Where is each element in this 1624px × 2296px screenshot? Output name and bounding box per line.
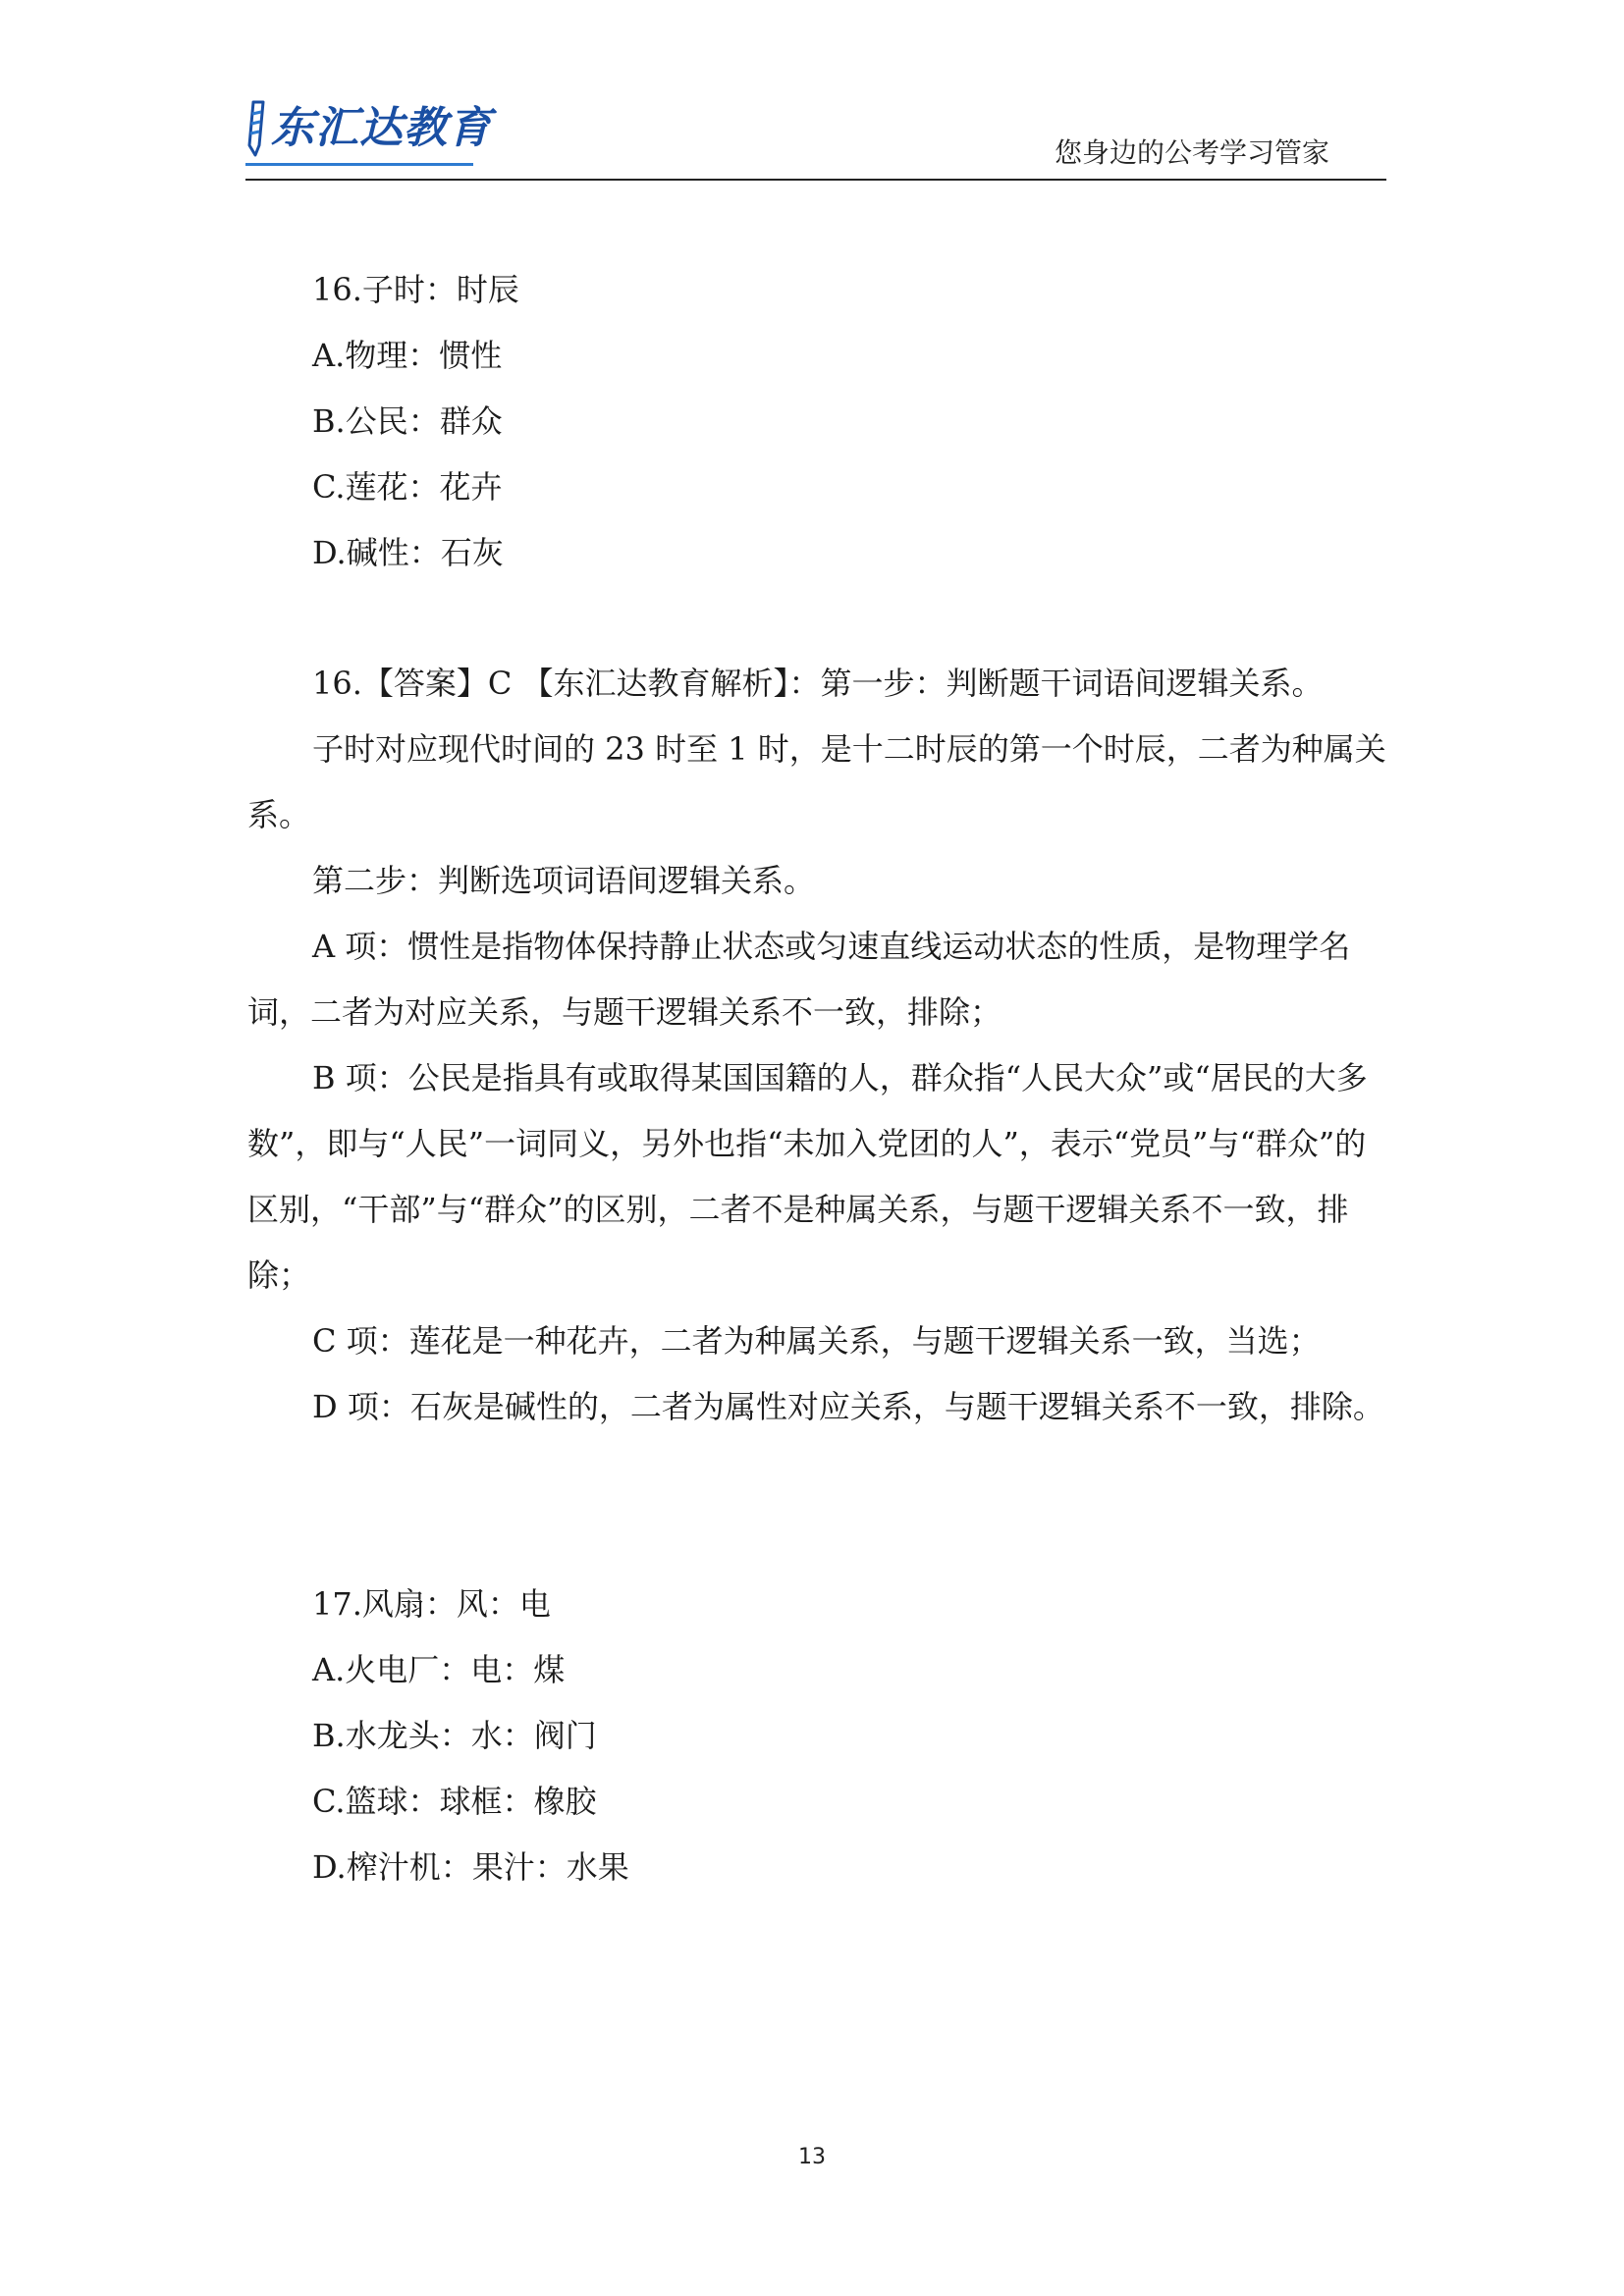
question-16-option-a: A.物理：惯性	[312, 337, 503, 374]
answer-16-option-a-analysis: A 项：惯性是指物体保持静止状态或匀速直线运动状态的性质，是物理学名词，二者为对应关系，与题干逻辑关系不一致，排除；	[247, 928, 1351, 1031]
question-16-option-c: C.莲花：花卉	[312, 468, 503, 506]
logo-text: 东汇达教育	[271, 103, 492, 153]
question-17-option-b: B.水龙头：水：阀门	[312, 1717, 597, 1754]
spacer	[247, 1440, 1386, 1572]
page-content	[247, 257, 1386, 1900]
answer-16-heading: 16.【答案】C 【东汇达教育解析】：第一步：判断题干词语间逻辑关系。	[312, 665, 1324, 702]
question-17-option-c: C.篮球：球框：橡胶	[312, 1783, 597, 1820]
answer-16-option-d-analysis: D 项：石灰是碱性的，二者为属性对应关系，与题干逻辑关系不一致，排除。	[312, 1388, 1384, 1425]
spacer	[247, 586, 1386, 651]
logo-underline	[245, 163, 473, 166]
header-tagline: 您身边的公考学习管家	[1054, 136, 1329, 169]
answer-16-option-c-analysis: C 项：莲花是一种花卉，二者为种属关系，与题干逻辑关系一致，当选；	[312, 1322, 1321, 1360]
pencil-icon	[245, 98, 269, 159]
question-17-stem: 17.风扇：风：电	[312, 1585, 551, 1623]
question-16-option-b: B.公民：群众	[312, 402, 503, 440]
question-17-option-d: D.榨汁机：果汁：水果	[312, 1848, 629, 1886]
answer-16-step1-explanation: 子时对应现代时间的 23 时至 1 时，是十二时辰的第一个时辰，二者为种属关系。	[247, 730, 1386, 833]
question-16-stem: 16.子时：时辰	[312, 271, 519, 308]
logo	[245, 98, 492, 159]
question-17-option-a: A.火电厂：电：煤	[312, 1651, 566, 1688]
page-number: 13	[798, 2145, 826, 2169]
page-header	[245, 94, 1386, 181]
answer-16-option-b-analysis: B 项：公民是指具有或取得某国国籍的人，群众指“人民大众”或“居民的大多数”，即与“人民”一词同义，另外也指“未加入党团的人”，表示“党员”与“群众”的区别，“干部”与“群众”的区别，二者不是种属关系，与题干逻辑关系不一致，排除；	[247, 1059, 1368, 1294]
question-16-option-d: D.碱性：石灰	[312, 534, 504, 571]
answer-16-step2-heading: 第二步：判断选项词语间逻辑关系。	[312, 862, 816, 899]
